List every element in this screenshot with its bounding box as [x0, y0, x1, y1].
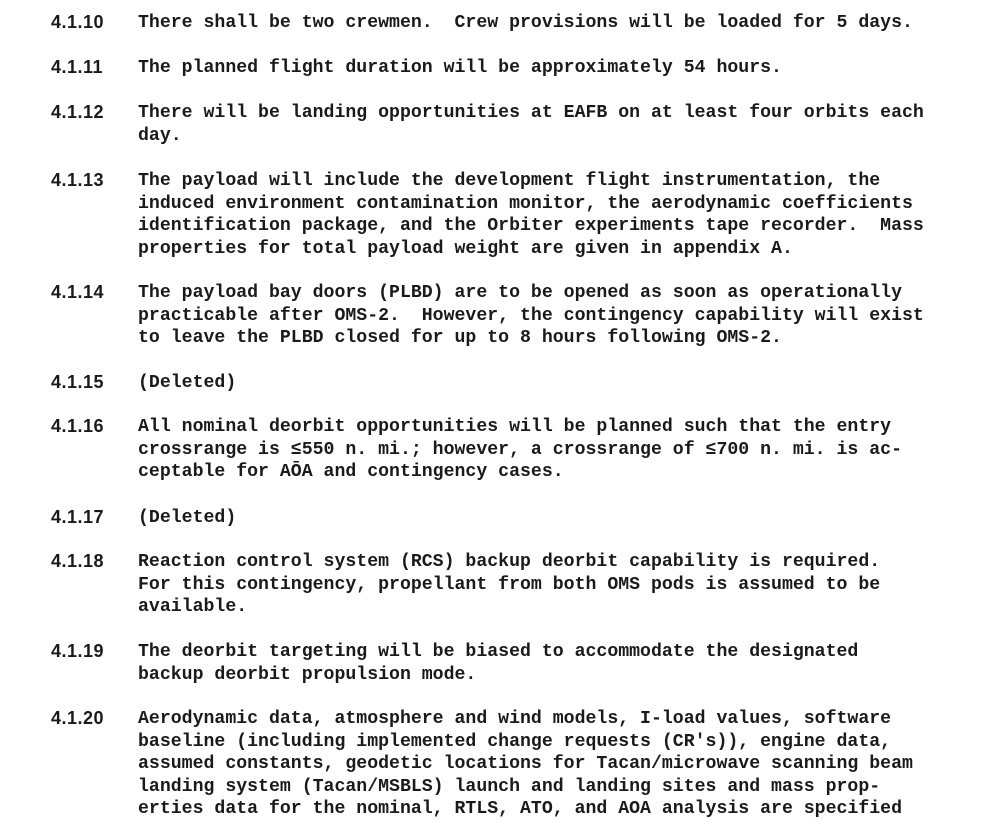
- text-line: For this contingency, propellant from both OMS pods is assumed to be: [138, 574, 881, 595]
- paragraph-number: 4.1.10: [51, 12, 105, 32]
- paragraph-text: [138, 641, 858, 686]
- paragraph-number: 4.1.15: [51, 372, 105, 392]
- paragraph-text: [138, 708, 913, 821]
- paragraph-text: [138, 170, 924, 260]
- text-line: Reaction control system (RCS) backup deorbit capability is required.: [138, 552, 881, 572]
- paragraph-text: [138, 57, 782, 80]
- text-line: day.: [138, 125, 182, 146]
- text-line: (Deleted): [138, 373, 237, 393]
- paragraph-number: 4.1.19: [51, 641, 105, 661]
- text-line: The deorbit targeting will be biased to accommodate the designated: [138, 642, 859, 662]
- text-line: to leave the PLBD closed for up to 8 hours following OMS-2.: [138, 328, 782, 348]
- text-line: crossrange is ≤550 n. mi.; however, a crossrange of ≤700 n. mi. is ac-: [138, 439, 902, 460]
- paragraph-number: 4.1.17: [51, 507, 105, 527]
- text-line: The planned flight duration will be approximately 54 hours.: [138, 58, 782, 78]
- paragraph-text: [138, 416, 902, 484]
- text-line: There shall be two crewmen. Crew provisions will be loaded for 5 days.: [138, 13, 913, 33]
- text-line: backup deorbit propulsion mode.: [138, 664, 477, 685]
- text-line: The payload bay doors (PLBD) are to be opened as soon as operationally: [138, 283, 902, 303]
- paragraph-number: 4.1.13: [51, 170, 105, 190]
- paragraph-text: [138, 12, 913, 35]
- text-line: identification package, and the Orbiter experiments tape recorder. Mass: [138, 216, 924, 236]
- paragraph-number: 4.1.16: [51, 416, 105, 436]
- text-line: The payload will include the development flight instrumentation, the: [138, 171, 881, 191]
- text-line: landing system (Tacan/MSBLS) launch and landing sites and mass prop-: [138, 776, 881, 797]
- paragraph-text: [138, 372, 236, 395]
- paragraph-text: [138, 102, 924, 147]
- text-line: erties data for the nominal, RTLS, ATO, and AOA analysis are specified: [138, 799, 902, 819]
- paragraph-number: 4.1.12: [51, 102, 105, 122]
- paragraph-number: 4.1.20: [51, 708, 105, 728]
- paragraph-text: [138, 282, 924, 350]
- paragraph-text: [138, 507, 236, 530]
- text-line: Aerodynamic data, atmosphere and wind models, I-load values, software: [138, 709, 892, 729]
- paragraph-number: 4.1.14: [51, 282, 105, 302]
- text-line: baseline (including implemented change requests (CR's)), engine data,: [138, 731, 892, 752]
- text-line: induced environment contamination monitor, the aerodynamic coefficients: [138, 193, 913, 214]
- paragraph-number: 4.1.11: [51, 57, 104, 77]
- text-line: available.: [138, 597, 248, 617]
- text-line: ceptable for AŌA and contingency cases.: [138, 462, 564, 482]
- paragraph-number: 4.1.18: [51, 551, 105, 571]
- text-line: (Deleted): [138, 508, 237, 528]
- text-line: assumed constants, geodetic locations for Tacan/microwave scanning beam: [138, 754, 913, 774]
- text-line: properties for total payload weight are given in appendix A.: [138, 238, 793, 259]
- text-line: There will be landing opportunities at EAFB on at least four orbits each: [138, 103, 924, 123]
- text-line: practicable after OMS-2. However, the contingency capability will exist: [138, 305, 924, 326]
- paragraph-text: [138, 551, 880, 619]
- text-line: All nominal deorbit opportunities will be planned such that the entry: [138, 417, 892, 437]
